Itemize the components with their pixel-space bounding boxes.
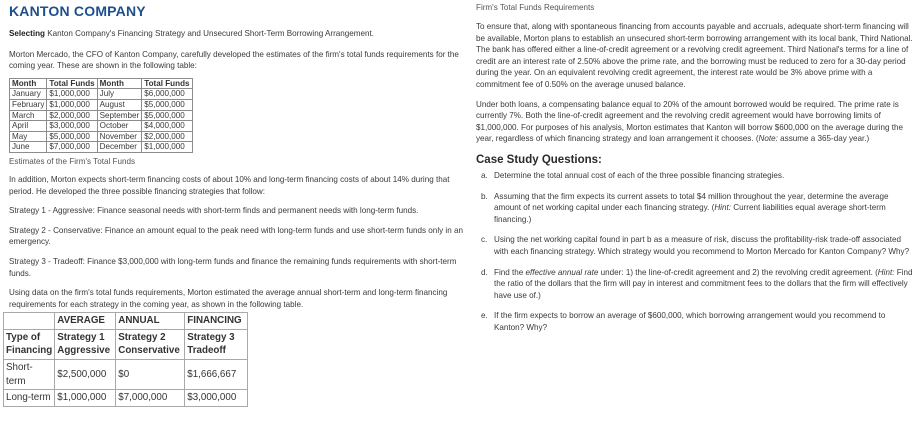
- question-d-pre: Find the: [494, 267, 526, 277]
- question-d-post: Find the ratio of the dollars that the firm will pay in interest and commitment fees to the dollars that the firm will effectively have use of.): [494, 267, 913, 300]
- cell: May: [10, 131, 47, 142]
- intro-rest: Kanton Company's Financing Strategy and Unsecured Short-Term Borrowing Arrangement.: [44, 29, 375, 38]
- cell: $2,500,000: [55, 360, 116, 390]
- header-strategy-1: Strategy 1 Aggressive: [55, 329, 116, 359]
- question-c-text: Using the net working capital found in part b as a measure of risk, discuss the profitability-risk trade-off associated with each financing strategy. Which strategy would you recommend to Morton Mercado for Kanton Company? Why?: [494, 235, 910, 256]
- funds-table-caption: Estimates of the Firm's Total Funds: [9, 156, 135, 166]
- cell: Long-term: [4, 390, 55, 407]
- question-b-label: b.: [481, 191, 488, 201]
- cell: $7,000,000: [116, 390, 185, 407]
- table-row: [10, 142, 193, 153]
- table-row: [10, 89, 193, 100]
- cell: August: [97, 99, 142, 110]
- question-b-hint: Hint:: [714, 203, 731, 213]
- cell: $2,000,000: [142, 131, 192, 142]
- intro-text: [9, 28, 471, 40]
- table-row: [10, 99, 193, 110]
- question-d-hint: Hint:: [877, 267, 895, 277]
- cell: $3,000,000: [47, 121, 97, 132]
- question-a-label: a.: [481, 170, 488, 180]
- cell: $1,666,667: [185, 360, 248, 390]
- question-d-label: d.: [481, 267, 488, 277]
- header-strategy-3: Strategy 3 Tradeoff: [185, 329, 248, 359]
- table-row: [10, 110, 193, 121]
- loans-note: Note:: [758, 134, 778, 144]
- cell: $1,000,000: [47, 99, 97, 110]
- cell: $5,000,000: [142, 99, 192, 110]
- cell: October: [97, 121, 142, 132]
- cell: $7,000,000: [47, 142, 97, 153]
- right-column: [476, 3, 916, 333]
- question-b-text: [494, 191, 916, 226]
- right-title: Firm's Total Funds Requirements: [476, 3, 595, 12]
- question-a: [476, 170, 916, 182]
- question-d-mid: under: 1) the line-of-credit agreement and 2) the revolving credit agreement. (: [598, 267, 878, 277]
- cell: $1,000,000: [142, 142, 192, 153]
- header-annual: ANNUAL: [116, 313, 185, 330]
- question-b-post: Current liabilities equal average short-term financing.): [494, 203, 886, 224]
- paragraph-loans: [476, 99, 916, 145]
- cell: June: [10, 142, 47, 153]
- cell: November: [97, 131, 142, 142]
- cell: $2,000,000: [47, 110, 97, 121]
- funds-table-header: [10, 78, 193, 89]
- header-month-2: Month: [97, 78, 142, 89]
- header-strategy-2: Strategy 2 Conservative: [116, 329, 185, 359]
- question-d: [476, 267, 916, 302]
- loans-tail: assume a 365-day year.): [777, 134, 870, 144]
- cell: $3,000,000: [185, 390, 248, 407]
- cell: $5,000,000: [47, 131, 97, 142]
- question-c-label: c.: [481, 235, 488, 245]
- cell: $5,000,000: [142, 110, 192, 121]
- strategy-2-text: Strategy 2 - Conservative: Finance an amount equal to the peak need with long-term funds and use short-term funds only in an emergency.: [9, 225, 463, 247]
- strategy-table-header-top: [4, 313, 248, 330]
- funds-table: [9, 78, 193, 153]
- header-total-1: Total Funds: [47, 78, 97, 89]
- cell: December: [97, 142, 142, 153]
- strategy-table-header: [4, 329, 248, 359]
- question-e-label: e.: [481, 311, 488, 321]
- strategy-3-text: Strategy 3 - Tradeoff: Finance $3,000,000 with long-term funds and finance the remaining funds requirements with short-term funds.: [9, 256, 457, 278]
- cell: $6,000,000: [142, 89, 192, 100]
- header-financing: FINANCING: [185, 313, 248, 330]
- intro-bold: Selecting: [9, 29, 45, 38]
- cell: April: [10, 121, 47, 132]
- question-e-text: If the firm expects to borrow an average of $600,000, which borrowing arrangement would you recommend to Kanton? Why?: [494, 311, 886, 332]
- paragraph-costs: In addition, Morton expects short-term financing costs of about 10% and long-term financing costs of about 14% during that period. He developed the three possible financing strategies that follow:: [9, 174, 450, 196]
- table-row: [10, 131, 193, 142]
- cell: January: [10, 89, 47, 100]
- header-total-2: Total Funds: [142, 78, 192, 89]
- question-d-text: [494, 267, 916, 302]
- cell: February: [10, 99, 47, 110]
- table-row: [10, 121, 193, 132]
- cell: $1,000,000: [47, 89, 97, 100]
- case-study-title: Case Study Questions:: [476, 153, 602, 166]
- strategy-1-text: Strategy 1 - Aggressive: Finance seasonal needs with short-term finds and permanent needs with long-term funds.: [9, 206, 419, 216]
- cell: July: [97, 89, 142, 100]
- left-column: [6, 3, 471, 407]
- strategy-table: [3, 312, 248, 407]
- cell: $1,000,000: [55, 390, 116, 407]
- paragraph-borrowing: To ensure that, along with spontaneous financing from accounts payable and accruals, adequate short-term financing will be available, Morton plans to establish an unsecured short-term borrowing arrangement with its local bank, Third National. The bank has offered either a line-of-credit agreement or a revolving credit agreement. Third National's terms for a line of credit are an interest rate of 2.50% above the prime rate, and the borrowing must be reduced to zero for a 30-day period during the year. On an equivalent revolving credit agreement, the interest rate would be 3% above prime with a commitment fee of 0.50% on the average unused balance.: [476, 22, 913, 89]
- cell: September: [97, 110, 142, 121]
- table-row: [4, 360, 248, 390]
- question-d-em: effective annual rate: [525, 267, 599, 277]
- cell: $0: [116, 360, 185, 390]
- cell: Short-term: [4, 360, 55, 390]
- loans-main: Under both loans, a compensating balance equal to 20% of the amount borrowed would be required. The prime rate is currently 7%. Both the line-of-credit agreement and the revolving credit agreement would have borrowing limits of $1,000,000. For purposes of his analysis, Morton estimates that Kanton will borrow $600,000 on the average during the year, regardless of which financing strategy and loan arrangement it chooses. (: [476, 99, 903, 144]
- header-month-1: Month: [10, 78, 47, 89]
- header-blank: [4, 313, 55, 330]
- header-type: Type of Financing: [4, 329, 55, 359]
- table-row: [4, 390, 248, 407]
- question-b: [476, 191, 916, 226]
- question-c: [476, 234, 916, 257]
- paragraph-strategy-table: Using data on the firm's total funds requirements, Morton estimated the average annual short-term and long-term financing requirements for each strategy in the coming year, as shown in the following table.: [9, 288, 448, 309]
- company-title: KANTON COMPANY: [9, 3, 146, 19]
- question-b-pre: Assuming that the firm expects its current assets to total $4 million throughout the year, determine the average amount of net working capital under each financing strategy. (: [494, 191, 889, 213]
- cell: $4,000,000: [142, 121, 192, 132]
- question-e: [476, 310, 916, 333]
- paragraph-funds: Morton Mercado, the CFO of Kanton Company, carefully developed the estimates of the firm's total funds requirements for the coming year. These are shown in the following table:: [9, 49, 459, 71]
- cell: March: [10, 110, 47, 121]
- question-a-text: Determine the total annual cost of each of the three possible financing strategies.: [494, 170, 785, 180]
- header-average: AVERAGE: [55, 313, 116, 330]
